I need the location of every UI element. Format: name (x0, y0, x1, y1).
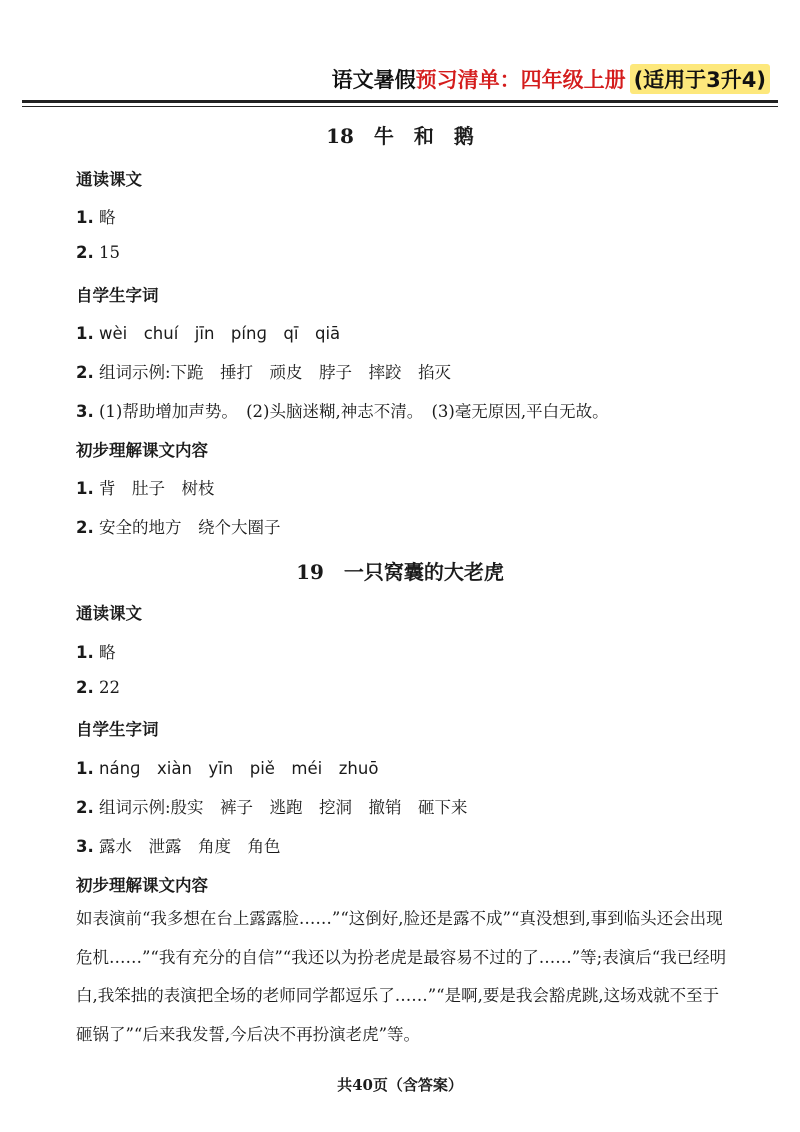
list-item (76, 833, 281, 857)
header-title-red: 预习清单：四年级上册 (415, 68, 626, 92)
item-text: 略 (99, 643, 116, 662)
section-heading: 自学生字词 (76, 720, 159, 739)
answer-paragraph: 如表演前“我多想在台上露露脸……”“这倒好,脸还是露不成”“真没想到,事到临头还会出现危机……”“我有充分的自信”“我还以为扮老虎是最容易不过的了……”等;表演后“我已经明白,我笨拙的表演把全场的老师同学都逗乐了……”“是啊,要是我会豁虎跳,这场戏就不至于砸锅了”“后来我发誓,今后决不再扮演老虎”等。 (76, 909, 727, 1044)
item-text: 22 (99, 678, 120, 697)
list-item (76, 755, 378, 779)
list-item (76, 794, 468, 818)
section-heading: 初步理解课文内容 (76, 876, 208, 895)
header-rule-thick (22, 100, 778, 103)
header-grade-badge: (适用于3升4) (630, 64, 770, 94)
page-header (332, 62, 770, 96)
item-text: 组词示例:下跪 捶打 顽皮 脖子 摔跤 掐灭 (99, 363, 452, 382)
item-number: 1. (76, 208, 94, 227)
pinyin-text: wèi chuí jīn pínɡ qī qiā (99, 324, 341, 343)
item-number: 2. (76, 518, 94, 537)
list-item (76, 320, 340, 344)
header-title-black: 语文暑假 (331, 68, 416, 92)
section-heading: 初步理解课文内容 (76, 441, 208, 460)
item-text: 露水 泄露 角度 角色 (99, 837, 281, 856)
lesson-18-title: 18 牛 和 鹅 (326, 124, 474, 148)
item-number: 2. (76, 363, 94, 382)
item-text: (1)帮助增加声势。 (2)头脑迷糊,神志不清。 (3)毫无原因,平白无故。 (99, 402, 609, 421)
item-text: 组词示例:殷实 裤子 逃跑 挖洞 撤销 砸下来 (99, 798, 468, 817)
section-heading: 通读课文 (76, 604, 142, 623)
list-item (76, 475, 215, 499)
item-number: 3. (76, 837, 94, 856)
item-number: 2. (76, 678, 94, 697)
list-item (76, 398, 609, 422)
item-number: 1. (76, 759, 94, 778)
item-number: 2. (76, 243, 94, 262)
list-item (76, 243, 120, 262)
page-footer: 共40页（含答案） (337, 1076, 463, 1094)
item-text: 安全的地方 绕个大圈子 (99, 518, 281, 537)
lesson-19-title: 19 一只窝囊的大老虎 (296, 560, 504, 584)
list-item (76, 359, 451, 383)
item-text: 略 (99, 208, 116, 227)
item-text: 背 肚子 树枝 (99, 479, 215, 498)
header-rule-thin (22, 106, 778, 107)
section-heading: 自学生字词 (76, 286, 159, 305)
item-number: 1. (76, 643, 94, 662)
item-number: 2. (76, 798, 94, 817)
item-number: 1. (76, 324, 94, 343)
pinyin-text: nánɡ xiàn yīn piě méi zhuō (99, 759, 379, 778)
list-item (76, 204, 116, 228)
list-item (76, 514, 281, 538)
list-item (76, 678, 120, 697)
item-number: 1. (76, 479, 94, 498)
list-item (76, 639, 116, 663)
section-heading: 通读课文 (76, 170, 142, 189)
item-number: 3. (76, 402, 94, 421)
item-text: 15 (99, 243, 120, 262)
